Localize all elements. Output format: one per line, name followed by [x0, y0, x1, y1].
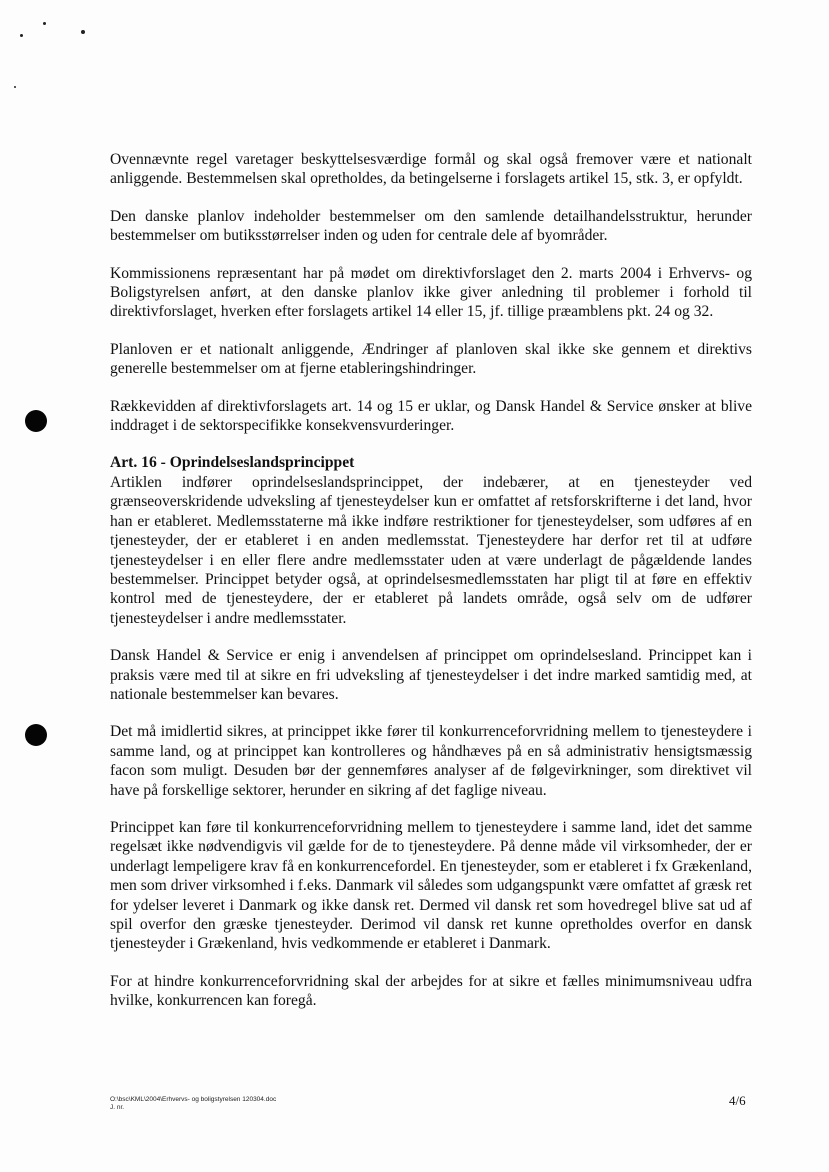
- footer-reference: J. nr.: [110, 1104, 125, 1111]
- punch-hole-upper: [25, 410, 47, 432]
- paragraph: Planloven er et nationalt anliggende, Ændringer af planloven skal ikke ske gennem et direktivs generelle bestemmelser om at fjerne etableringshindringer.: [110, 340, 752, 378]
- footer-path-text: O:\bsc\KML\2004\Erhvervs- og boligstyrelsen 120304.doc: [110, 1096, 277, 1103]
- paragraph: Kommissionens repræsentant har på mødet om direktivforslaget den 2. marts 2004 i Erhvervs- og Boligstyrelsen anført, at den danske planlov ikke giver anledning til problemer i forhold til direktivforslaget, hverken efter forslagets artikel 14 eller 15, jf. tillige præamblens pkt. 24 og 32.: [110, 264, 752, 321]
- punch-hole-lower: [25, 724, 47, 746]
- section-paragraph: Princippet kan føre til konkurrenceforvridning mellem to tjenesteydere i samme land, idet det samme regelsæt ikke nødvendigvis vil gælde for de to tjenesteydere. På denne måde vil virksomheder, der er underlagt lempeligere krav få en konkurrencefordel. En tjenesteyder, som er etableret i fx Grækenland, men som driver virksomhed i f.eks. Danmark vil således som udgangspunkt være omfattet af græsk ret for ydelser leveret i Danmark og ikke dansk ret. Dermed vil dansk ret som hovedregel blive sat ud af spil overfor den græske tjenesteyder. Derimod vil dansk ret kunne opretholdes overfor en dansk tjenesteyder i Grækenland, hvis vedkommende er etableret i Danmark.: [110, 818, 752, 953]
- paragraph: Rækkevidden af direktivforslagets art. 14 og 15 er uklar, og Dansk Handel & Service ønsker at blive inddraget i de sektorspecifikke konsekvensvurderinger.: [110, 397, 752, 435]
- footer-file-path: [110, 1096, 276, 1112]
- paragraph: Den danske planlov indeholder bestemmelser om den samlende detailhandelsstruktur, herunder bestemmelser om butiksstørrelser inden og uden for centrale dele af byområder.: [110, 207, 752, 245]
- section-paragraph: Dansk Handel & Service er enig i anvendelsen af princippet om oprindelsesland. Princippet kan i praksis være med til at sikre en fri udveksling af tjenesteydelser i det indre marked samtidig med, at nationale bestemmelser kan bevares.: [110, 647, 752, 703]
- section-paragraph: For at hindre konkurrenceforvridning skal der arbejdes for at sikre et fælles minimumsniveau udfra hvilke, konkurrencen kan foregå.: [110, 972, 752, 1010]
- scan-speck: [20, 34, 23, 37]
- document-body: [110, 150, 752, 1029]
- scan-speck: [81, 30, 85, 34]
- section-paragraph: Det må imidlertid sikres, at princippet ikke fører til konkurrenceforvridning mellem to tjenesteydere i samme land, og at princippet kan kontrolleres og håndhæves på en så administrativ hensigtsmæssig facon som muligt. Desuden bør der gennemføres analyser af de følgevirkninger, som direktivet vil have på forskellige sektorer, herunder en sikring af det faglige niveau.: [110, 723, 752, 799]
- section-paragraph: Artiklen indfører oprindelseslandsprincippet, der indebærer, at en tjenesteyder ved grænseoverskridende udveksling af tjenesteydelser kun er omfattet af retsforskrifterne i det land, hvor han er etableret. Medlemsstaterne må ikke indføre restriktioner for tjenesteydelser, som udføres af en tjenesteyder, der er etableret i en anden medlemsstat. Tjenesteydere har derfor ret til at udføre tjenesteydelser i en eller flere andre medlemsstater uden at være underlagt de pågældende landes bestemmelser. Princippet betyder også, at oprindelsesmedlemsstaten har pligt til at føre en effektiv kontrol med de tjenesteydere, der er etableret på landets område, også selv om de udfører tjenesteydelser i andre medlemsstater.: [110, 473, 752, 627]
- section-heading: Art. 16 - Oprindelseslandsprincippet: [110, 454, 355, 472]
- paragraph: Ovennævnte regel varetager beskyttelsesværdige formål og skal også fremover være et nationalt anliggende. Bestemmelsen skal opretholdes, da betingelserne i forslagets artikel 15, stk. 3, er opfyldt.: [110, 151, 752, 188]
- page-number: 4/6: [729, 1093, 746, 1108]
- scan-speck: [43, 22, 46, 25]
- scan-speck: [14, 86, 16, 88]
